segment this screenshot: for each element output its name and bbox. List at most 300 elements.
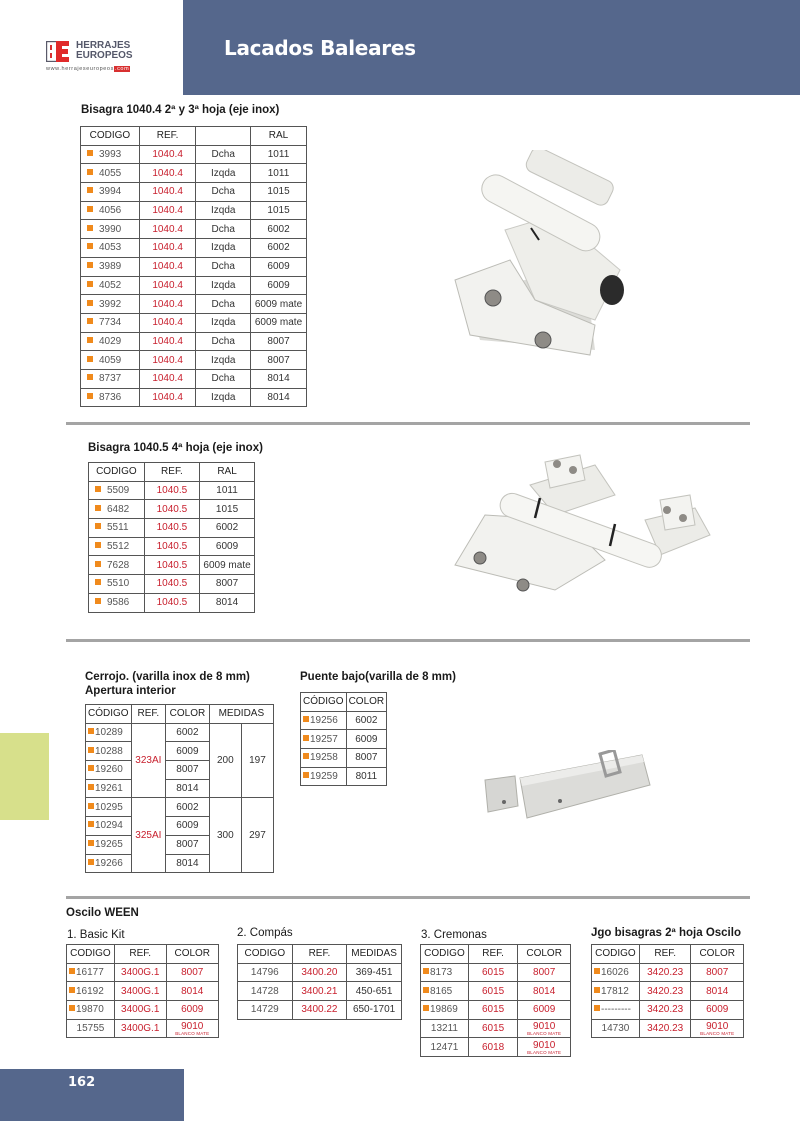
table-bisagra-1040-4	[80, 126, 307, 407]
table-row	[81, 313, 307, 332]
col-header-ref: REF.	[139, 127, 196, 146]
color-value: 8014	[533, 985, 556, 997]
cell-ref: 323AI	[131, 723, 166, 798]
cell-ref: 3400G.1	[114, 963, 166, 982]
cell-codigo	[89, 537, 145, 556]
cell-medidas: 450-651	[347, 982, 402, 1001]
table-row	[89, 593, 255, 612]
cell-ral: 1015	[251, 183, 307, 202]
section-title-puente-bajo: Puente bajo(varilla de 8 mm)	[300, 671, 456, 683]
col-header-color: COLOR	[166, 945, 218, 964]
page-number: 162	[68, 1075, 96, 1090]
cell-color: 6009	[166, 742, 210, 761]
cell-ref: 1040.4	[139, 369, 196, 388]
cell-codigo	[592, 1001, 640, 1020]
cell-ref: 1040.4	[139, 332, 196, 351]
table-cremonas	[420, 944, 571, 1057]
table-row	[301, 749, 387, 768]
orange-square-icon	[95, 523, 101, 529]
col-header-side	[196, 127, 251, 146]
codigo-value: 4056	[99, 205, 122, 217]
cell-codigo	[89, 519, 145, 538]
col-header-color: COLOR	[691, 945, 744, 964]
codigo-value: 14730	[601, 1023, 630, 1035]
cell-codigo	[89, 556, 145, 575]
codigo-value: 4053	[99, 242, 122, 254]
bolt-photo	[482, 750, 652, 835]
orange-square-icon	[88, 803, 94, 809]
col-header-ref: REF.	[114, 945, 166, 964]
cell-ref: 3420.23	[639, 982, 691, 1001]
cell-ref: 1040.5	[144, 556, 199, 575]
table-basic-kit	[66, 944, 219, 1038]
cell-medida-2: 297	[241, 798, 273, 873]
color-value: 6009	[533, 1004, 556, 1016]
cell-codigo	[592, 1019, 640, 1038]
cell-ref: 3400.20	[292, 963, 347, 982]
logo-url-domain: www.herrajeseuropeos	[46, 66, 114, 72]
col-header-codigo: CODIGO	[67, 945, 115, 964]
cell-medida-1: 200	[209, 723, 241, 798]
codigo-value: 4055	[99, 167, 122, 179]
orange-square-icon	[95, 486, 101, 492]
codigo-value: 14796	[250, 967, 279, 979]
col-header-codigo: CODIGO	[81, 127, 140, 146]
color-value: 8007	[181, 967, 204, 979]
logo-url	[46, 66, 130, 72]
orange-square-icon	[594, 968, 600, 974]
table-row	[67, 1001, 219, 1020]
cell-color	[166, 1019, 218, 1038]
col-header-ref: REF.	[144, 463, 199, 482]
table-row	[592, 963, 744, 982]
cell-ral: 6009 mate	[251, 313, 307, 332]
col-header-ref: REF.	[131, 705, 166, 724]
cell-ral: 8014	[251, 388, 307, 407]
orange-square-icon	[87, 281, 93, 287]
codigo-value: 3989	[99, 261, 122, 273]
orange-square-icon	[95, 561, 101, 567]
codigo-value: 19265	[95, 839, 123, 851]
cell-ref: 3400.21	[292, 982, 347, 1001]
cell-codigo	[89, 481, 145, 500]
table-row	[81, 388, 307, 407]
cell-side: Dcha	[196, 369, 251, 388]
cell-color	[691, 1019, 744, 1038]
cell-ref: 1040.4	[139, 201, 196, 220]
codigo-value: 6482	[107, 503, 130, 515]
orange-square-icon	[69, 987, 75, 993]
codigo-value: 4059	[99, 354, 122, 366]
table-body	[238, 963, 402, 1019]
logo-mark-icon	[46, 41, 70, 62]
cell-color	[518, 1038, 571, 1057]
cell-ref: 3400G.1	[114, 1001, 166, 1020]
cell-codigo	[86, 817, 132, 836]
table-row	[81, 183, 307, 202]
cell-ral: 6009 mate	[251, 295, 307, 314]
subtitle-basic-kit: 1. Basic Kit	[67, 929, 125, 941]
cell-ral: 6009	[251, 276, 307, 295]
table-row	[592, 1001, 744, 1020]
codigo-value: 5509	[107, 485, 130, 497]
table-row	[421, 1019, 571, 1038]
col-header-codigo: CÓDIGO	[86, 705, 132, 724]
codigo-value: 19258	[310, 752, 338, 764]
cell-codigo	[86, 761, 132, 780]
table-row	[81, 164, 307, 183]
table-row	[81, 369, 307, 388]
cell-color: 6009	[346, 730, 387, 749]
col-header-codigo: CODIGO	[238, 945, 293, 964]
cell-ral: 8007	[251, 332, 307, 351]
orange-square-icon	[423, 968, 429, 974]
cell-codigo	[81, 351, 140, 370]
cell-codigo	[81, 257, 140, 276]
codigo-value: 13211	[430, 1023, 458, 1035]
col-header-ral: RAL	[200, 463, 255, 482]
color-value: 9010	[533, 1021, 556, 1033]
cell-side: Izqda	[196, 201, 251, 220]
codigo-value: 10295	[95, 801, 123, 813]
table-row	[89, 500, 255, 519]
cell-codigo	[301, 711, 347, 730]
cell-codigo	[89, 593, 145, 612]
cell-codigo	[421, 1001, 469, 1020]
table-row	[81, 145, 307, 164]
section-divider	[66, 896, 750, 899]
cell-side: Dcha	[196, 332, 251, 351]
orange-square-icon	[87, 374, 93, 380]
codigo-value: 19259	[310, 771, 338, 783]
table-bisagra-1040-5	[88, 462, 255, 613]
codigo-value: ---------	[601, 1004, 631, 1016]
codigo-value: 10289	[95, 727, 123, 739]
table-jgo-bisagras	[591, 944, 744, 1038]
table-row	[67, 1019, 219, 1038]
orange-square-icon	[95, 505, 101, 511]
col-header-codigo: CODIGO	[89, 463, 145, 482]
cell-side: Dcha	[196, 220, 251, 239]
table-row	[238, 963, 402, 982]
table-puente-bajo	[300, 692, 387, 786]
cell-codigo	[89, 500, 145, 519]
page-title: Lacados Baleares	[224, 36, 416, 60]
table-row	[81, 276, 307, 295]
orange-square-icon	[87, 150, 93, 156]
orange-square-icon	[87, 356, 93, 362]
orange-square-icon	[87, 225, 93, 231]
codigo-value: 14729	[250, 1004, 279, 1016]
cell-codigo	[81, 164, 140, 183]
col-header-codigo: CODIGO	[421, 945, 469, 964]
cell-color	[518, 963, 571, 982]
orange-square-icon	[87, 393, 93, 399]
cell-color: 6002	[166, 798, 210, 817]
table-row	[86, 798, 274, 817]
table-body	[592, 963, 744, 1038]
cell-ref: 3400.22	[292, 1001, 347, 1020]
logo-line-2: EUROPEOS	[76, 49, 133, 61]
cell-codigo	[67, 1001, 115, 1020]
color-value: 8014	[706, 985, 729, 997]
codigo-value: 3992	[99, 298, 122, 310]
table-row	[238, 982, 402, 1001]
cell-codigo	[81, 145, 140, 164]
cell-codigo	[301, 730, 347, 749]
cell-ral: 8014	[200, 593, 255, 612]
cell-color: 6009	[166, 817, 210, 836]
cell-medidas: 369-451	[347, 963, 402, 982]
cell-codigo	[81, 388, 140, 407]
col-header-codigo: CODIGO	[592, 945, 640, 964]
col-header-ref: REF.	[468, 945, 517, 964]
table-row	[81, 332, 307, 351]
cell-codigo	[421, 1019, 469, 1038]
orange-square-icon	[87, 337, 93, 343]
cell-codigo	[89, 575, 145, 594]
codigo-value: 3994	[99, 186, 122, 198]
col-header-color: COLOR	[166, 705, 210, 724]
codigo-value: 7628	[107, 559, 130, 571]
cell-ral: 6002	[251, 220, 307, 239]
color-value: 9010	[706, 1021, 729, 1033]
cell-ref: 1040.4	[139, 220, 196, 239]
cell-codigo	[86, 742, 132, 761]
section-subtitle-cerrojo: Apertura interior	[85, 685, 176, 697]
cell-color: 6002	[346, 711, 387, 730]
cell-codigo	[238, 963, 293, 982]
cell-ral: 8007	[200, 575, 255, 594]
cell-codigo	[81, 332, 140, 351]
cell-ref: 1040.5	[144, 575, 199, 594]
cell-codigo	[421, 982, 469, 1001]
col-header-color: COLOR	[518, 945, 571, 964]
table-row	[89, 575, 255, 594]
cell-codigo	[592, 982, 640, 1001]
cell-ref: 325AI	[131, 798, 166, 873]
hinge-1040-5-photo	[445, 440, 730, 600]
cell-ref: 1040.4	[139, 164, 196, 183]
codigo-value: 9586	[107, 597, 130, 609]
cell-codigo	[81, 201, 140, 220]
cell-color	[166, 1001, 218, 1020]
cell-ref: 1040.5	[144, 519, 199, 538]
cell-codigo	[86, 779, 132, 798]
brand-logo	[46, 40, 146, 76]
cell-medida-1: 300	[209, 798, 241, 873]
orange-square-icon	[303, 716, 309, 722]
cell-ref: 1040.4	[139, 388, 196, 407]
orange-square-icon	[303, 753, 309, 759]
cell-codigo	[238, 982, 293, 1001]
cell-side: Izqda	[196, 164, 251, 183]
cell-ref: 1040.4	[139, 313, 196, 332]
codigo-value: 19869	[430, 1004, 458, 1016]
table-row	[238, 1001, 402, 1020]
table-row	[81, 239, 307, 258]
cell-codigo	[301, 749, 347, 768]
orange-square-icon	[87, 318, 93, 324]
cell-ref: 6015	[468, 982, 517, 1001]
hinge-1040-4-photo	[435, 150, 635, 360]
cell-ref: 6015	[468, 963, 517, 982]
table-cerrojo	[85, 704, 274, 873]
table-body	[67, 963, 219, 1038]
cell-side: Dcha	[196, 295, 251, 314]
color-value: 8007	[706, 967, 729, 979]
orange-square-icon	[87, 169, 93, 175]
codigo-value: 8173	[430, 967, 453, 979]
section-title-bisagra-1040-5: Bisagra 1040.5 4ª hoja (eje inox)	[88, 442, 263, 454]
color-note: BLANCO MATE	[175, 1031, 210, 1037]
cell-ref: 6015	[468, 1001, 517, 1020]
codigo-value: 16026	[601, 967, 629, 979]
subtitle-jgo-bisagras: Jgo bisagras 2ª hoja Oscilo	[591, 927, 741, 939]
table-row	[592, 1019, 744, 1038]
cell-color	[518, 982, 571, 1001]
cell-ref: 6015	[468, 1019, 517, 1038]
table-row	[89, 537, 255, 556]
cell-color	[166, 963, 218, 982]
orange-square-icon	[87, 262, 93, 268]
table-row	[421, 982, 571, 1001]
col-header-codigo: CÓDIGO	[301, 693, 347, 712]
table-row	[81, 257, 307, 276]
cell-color	[691, 963, 744, 982]
cell-ref: 3420.23	[639, 963, 691, 982]
codigo-value: 3990	[99, 223, 122, 235]
table-row	[67, 963, 219, 982]
codigo-value: 19261	[95, 783, 123, 795]
table-row	[301, 711, 387, 730]
table-body	[89, 481, 255, 612]
codigo-value: 3993	[99, 149, 122, 161]
orange-square-icon	[594, 987, 600, 993]
cell-ral: 6002	[200, 519, 255, 538]
cell-codigo	[238, 1001, 293, 1020]
col-header-ref: REF.	[292, 945, 347, 964]
codigo-value: 8737	[99, 373, 122, 385]
cell-codigo	[81, 295, 140, 314]
codigo-value: 5512	[107, 541, 130, 553]
codigo-value: 4029	[99, 335, 122, 347]
cell-codigo	[86, 798, 132, 817]
section-divider	[66, 639, 750, 642]
orange-square-icon	[88, 821, 94, 827]
codigo-value: 14728	[250, 985, 279, 997]
cell-ral: 1011	[251, 145, 307, 164]
table-row	[421, 1001, 571, 1020]
orange-square-icon	[88, 859, 94, 865]
col-header-medidas: MEDIDAS	[209, 705, 273, 724]
cell-ral: 6002	[251, 239, 307, 258]
codigo-value: 16192	[76, 985, 104, 997]
section-title-cerrojo: Cerrojo. (varilla inox de 8 mm)	[85, 671, 250, 683]
codigo-value: 8165	[430, 985, 453, 997]
table-row	[81, 351, 307, 370]
section-title-oscilo: Oscilo WEEN	[66, 907, 139, 919]
cell-codigo	[81, 220, 140, 239]
section-title-bisagra-1040-4: Bisagra 1040.4 2ª y 3ª hoja (eje inox)	[81, 104, 280, 116]
cell-codigo	[67, 982, 115, 1001]
cell-codigo	[81, 313, 140, 332]
table-row	[81, 220, 307, 239]
cell-color	[518, 1001, 571, 1020]
table-body	[421, 963, 571, 1056]
cell-ral: 6009	[251, 257, 307, 276]
cell-side: Dcha	[196, 145, 251, 164]
orange-square-icon	[88, 728, 94, 734]
cell-ref: 1040.4	[139, 276, 196, 295]
codigo-value: 17812	[601, 985, 629, 997]
cell-ral: 1011	[200, 481, 255, 500]
codigo-value: 19256	[310, 715, 338, 727]
codigo-value: 19257	[310, 733, 338, 745]
codigo-value: 15755	[76, 1023, 105, 1035]
codigo-value: 16177	[76, 967, 104, 979]
cell-codigo	[592, 963, 640, 982]
cell-color: 8007	[346, 749, 387, 768]
codigo-value: 19266	[95, 857, 123, 869]
cell-ref: 6018	[468, 1038, 517, 1057]
color-note: BLANCO MATE	[700, 1031, 735, 1037]
table-body	[81, 145, 307, 407]
cell-side: Izqda	[196, 276, 251, 295]
cell-medida-2: 197	[241, 723, 273, 798]
orange-square-icon	[69, 968, 75, 974]
cell-ref: 1040.4	[139, 351, 196, 370]
orange-square-icon	[87, 206, 93, 212]
cell-codigo	[421, 963, 469, 982]
section-divider	[66, 422, 750, 425]
cell-color: 8014	[166, 779, 210, 798]
cell-color: 6002	[166, 723, 210, 742]
color-value: 9010	[533, 1039, 556, 1051]
cell-ref: 3400G.1	[114, 1019, 166, 1038]
cell-ref: 1040.5	[144, 593, 199, 612]
orange-square-icon	[88, 765, 94, 771]
codigo-value: 19870	[76, 1004, 104, 1016]
cell-side: Izqda	[196, 388, 251, 407]
color-value: 8014	[181, 985, 204, 997]
color-value: 9010	[181, 1021, 204, 1033]
orange-square-icon	[95, 579, 101, 585]
cell-ref: 3400G.1	[114, 982, 166, 1001]
table-body	[301, 711, 387, 786]
logo-text	[76, 40, 133, 60]
cell-codigo	[86, 854, 132, 873]
col-header-ral: RAL	[251, 127, 307, 146]
cell-color: 8007	[166, 761, 210, 780]
cell-ref: 1040.4	[139, 257, 196, 276]
orange-square-icon	[87, 243, 93, 249]
cell-ref: 1040.5	[144, 500, 199, 519]
table-row	[86, 723, 274, 742]
table-row	[67, 982, 219, 1001]
cell-ral: 8007	[251, 351, 307, 370]
table-row	[592, 982, 744, 1001]
orange-square-icon	[423, 987, 429, 993]
orange-square-icon	[594, 1005, 600, 1011]
orange-square-icon	[87, 300, 93, 306]
codigo-value: 10294	[95, 820, 123, 832]
cell-color: 8014	[166, 854, 210, 873]
cell-color	[166, 982, 218, 1001]
cell-codigo	[86, 835, 132, 854]
codigo-value: 5510	[107, 578, 130, 590]
cell-side: Dcha	[196, 183, 251, 202]
